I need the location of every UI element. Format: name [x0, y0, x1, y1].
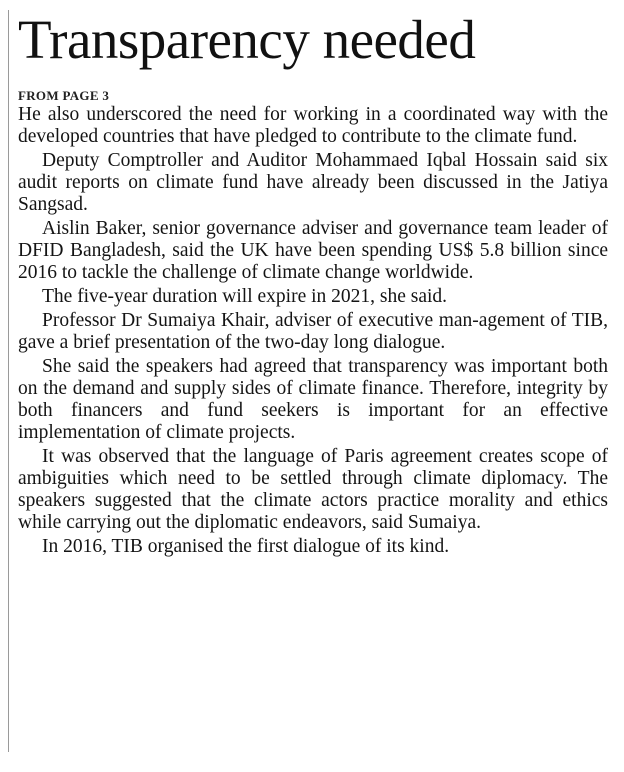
paragraph-8: In 2016, TIB organised the first dialogue of its kind.: [42, 536, 450, 557]
paragraph-5: Professor Dr Sumaiya Khair, adviser of executive man-agement of TIB, gave a brief presentation of the two-day long dialogue.: [18, 310, 608, 353]
paragraph-1: He also underscored the need for working in a coordinated way with the developed countries that have pledged to contribute to the climate fund.: [18, 104, 608, 147]
paragraph-2: Deputy Comptroller and Auditor Mohammaed Iqbal Hossain said six audit reports on climate fund have already been discussed in the Jatiya Sangsad.: [18, 150, 608, 215]
paragraph-4: The five-year duration will expire in 2021, she said.: [42, 286, 448, 307]
jump-line: FROM PAGE 3: [18, 88, 110, 103]
paragraph-6: She said the speakers had agreed that transparency was important both on the demand and supply sides of climate finance. Therefore, integrity by both financers and fund seekers is important for an effective implementation of climate projects.: [18, 356, 608, 443]
news-article: [18, 8, 608, 560]
headline: Transparency needed: [18, 9, 476, 70]
article-body: [18, 104, 608, 558]
column-rule: [8, 10, 9, 752]
paragraph-3: Aislin Baker, senior governance adviser and governance team leader of DFID Bangladesh, said the UK have been spending US$ 5.8 billion since 2016 to tackle the challenge of climate change worldwide.: [18, 218, 608, 283]
paragraph-7: It was observed that the language of Paris agreement creates scope of ambiguities which need to be settled through climate diplomacy. The speakers suggested that the climate actors practice morality and ethics while carrying out the diplomatic endeavors, said Sumaiya.: [18, 446, 608, 533]
